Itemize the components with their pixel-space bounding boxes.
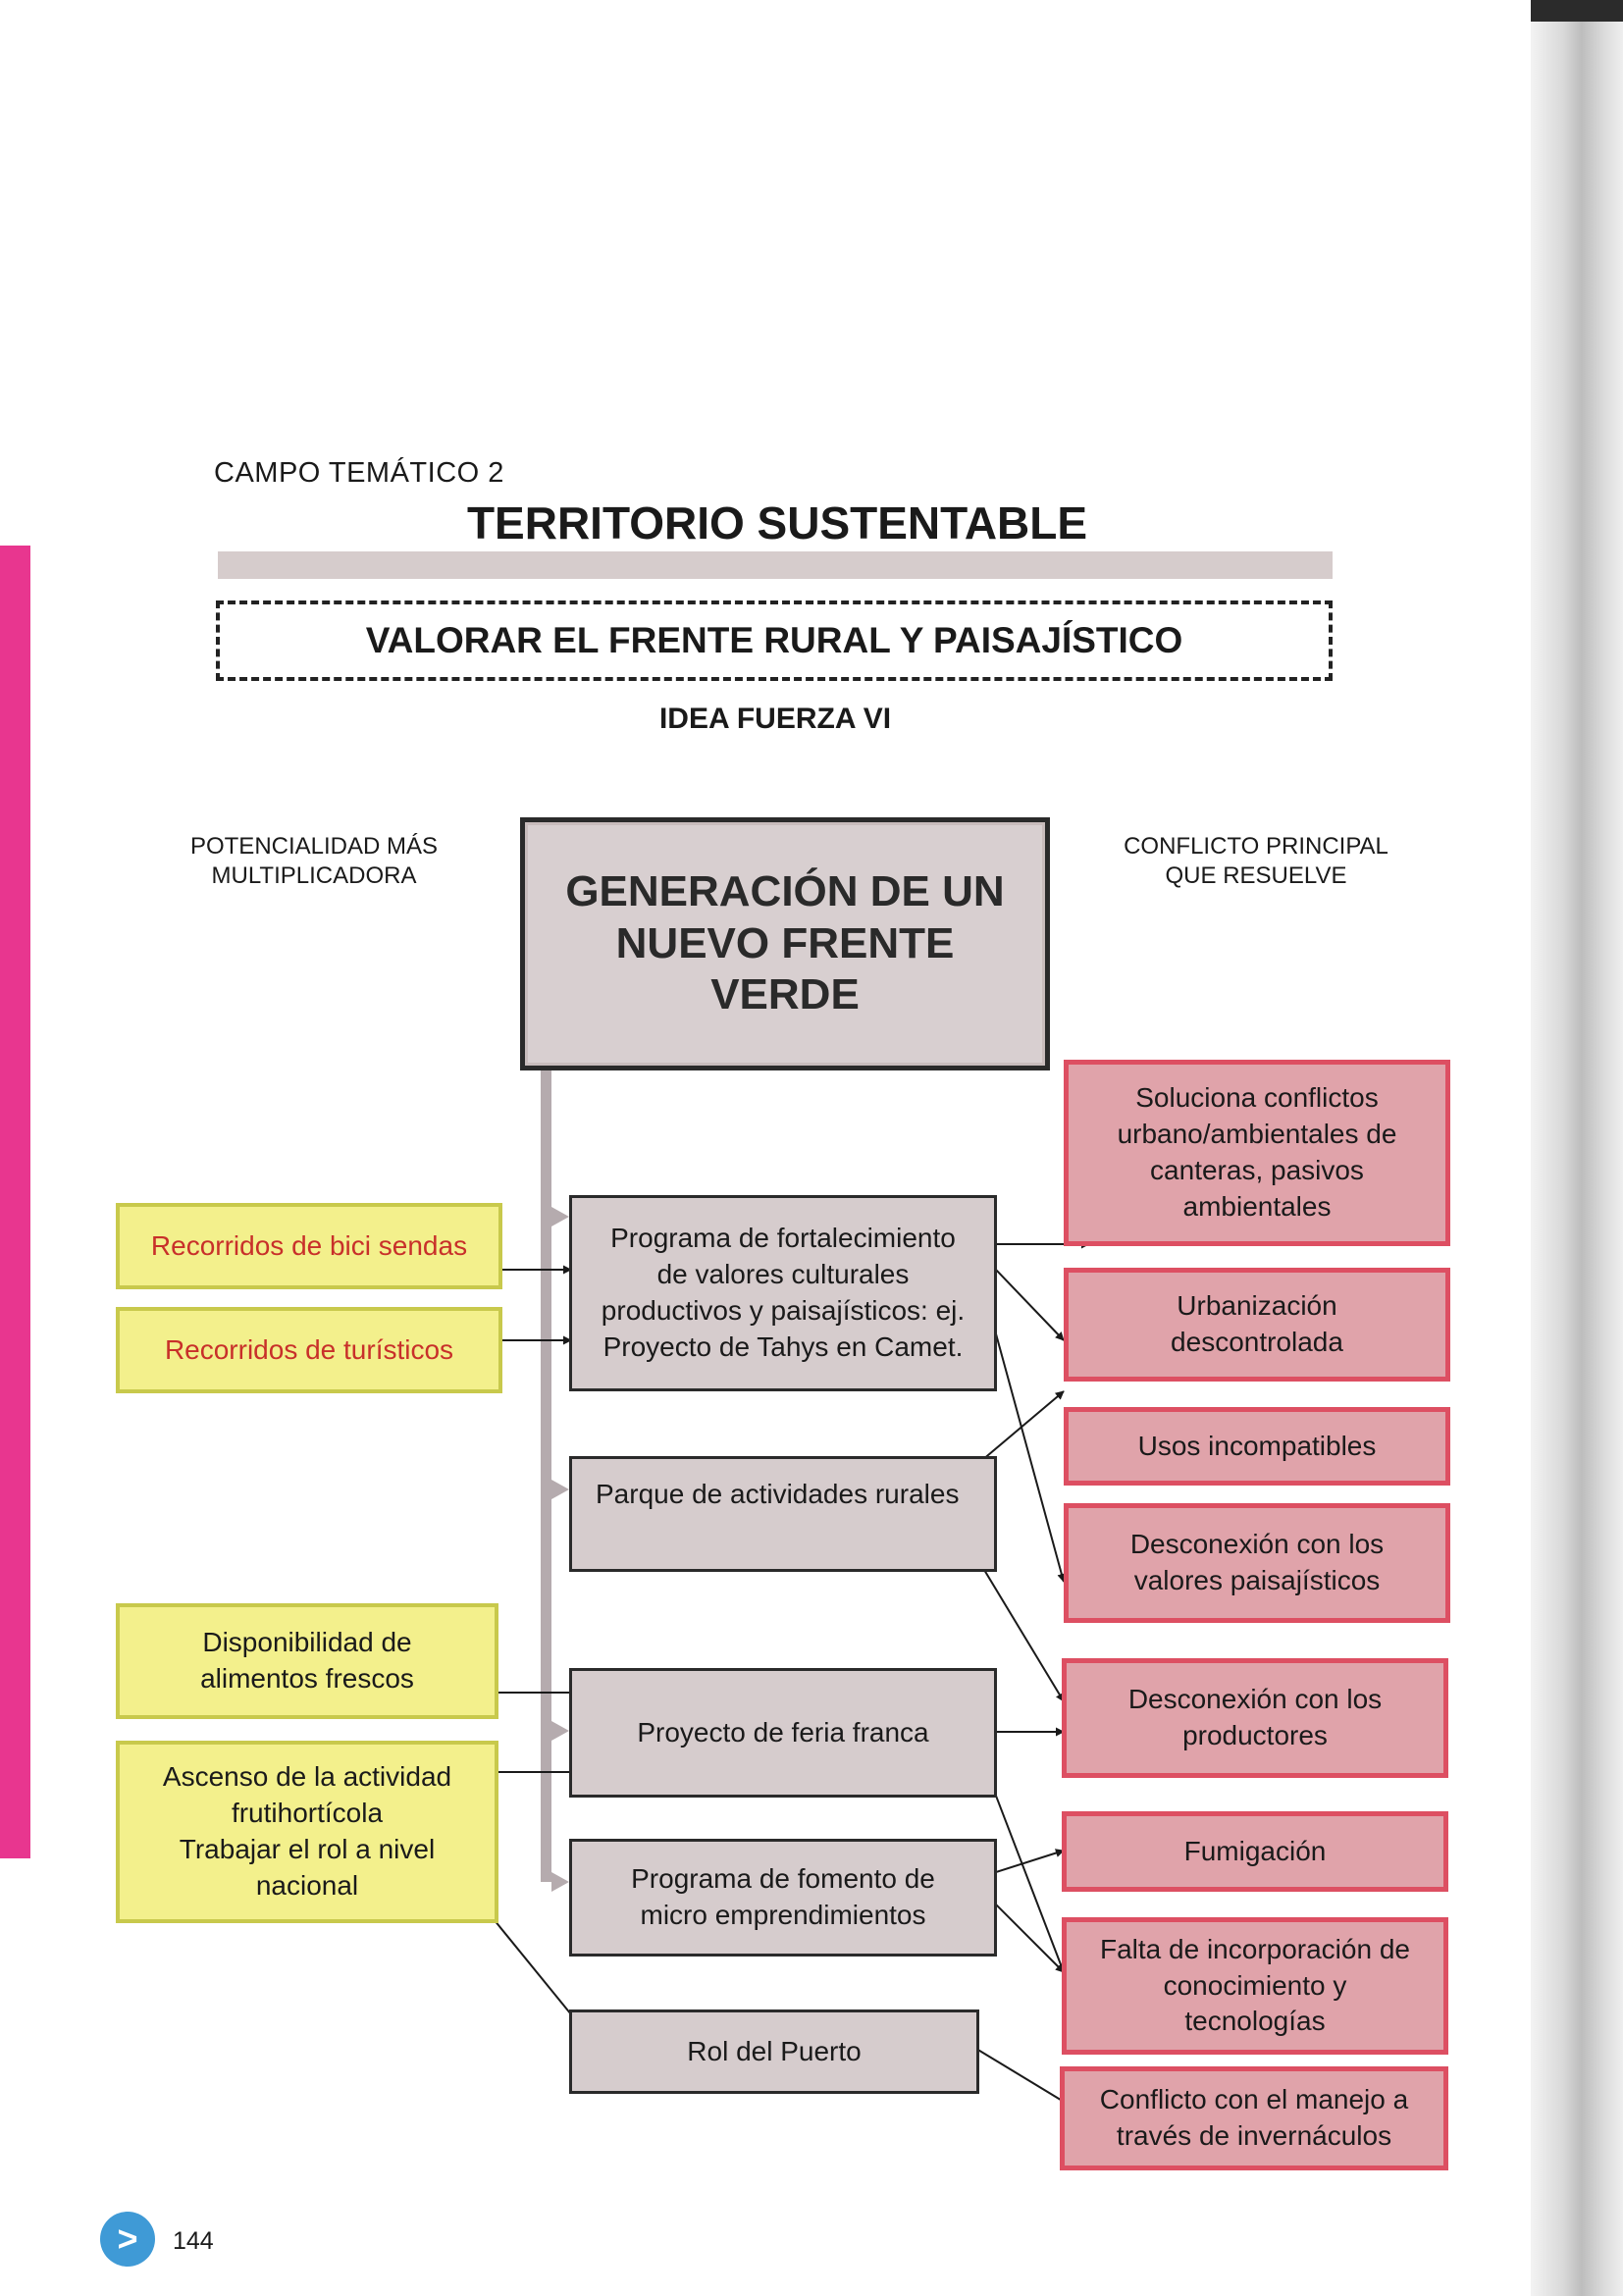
conflicto-box — [1060, 2066, 1448, 2170]
campo-label: CAMPO TEMÁTICO 2 — [214, 457, 504, 489]
conflicto-box — [1064, 1407, 1450, 1486]
potencialidad-line: Ascenso de la actividad — [162, 1761, 452, 1793]
conflicto-line: Falta de incorporación de — [1100, 1933, 1410, 1964]
conflicto-line: Desconexión con los — [1129, 1529, 1385, 1560]
programa-line: Rol del Puerto — [687, 2035, 862, 2066]
potencialidad-box — [116, 1741, 498, 1923]
conflicto-line: través de invernáculos — [1116, 2120, 1392, 2151]
conflicto-line: Conflicto con el manejo a — [1099, 2084, 1409, 2115]
potencialidad-line: Trabajar el rol a nivel — [179, 1834, 436, 1864]
conflicto-line: Fumigación — [1183, 1835, 1327, 1866]
conflicto-line: ambientales — [1182, 1190, 1332, 1222]
potencialidad-box — [116, 1307, 502, 1393]
programa-line: Programa de fomento de — [631, 1863, 935, 1895]
programa-line: micro emprendimientos — [640, 1900, 926, 1930]
programa-box — [569, 1456, 997, 1572]
conflicto-line: Urbanización — [1177, 1290, 1337, 1322]
trunk-branches — [551, 1207, 569, 1892]
programa-line: Parque de actividades rurales — [596, 1479, 960, 1509]
left-label-line: POTENCIALIDAD MÁS — [189, 833, 439, 860]
central-idea-line: VERDE — [710, 970, 860, 1019]
conflicto-line: Usos incompatibles — [1137, 1430, 1377, 1461]
conflicto-box — [1062, 1917, 1448, 2055]
conflicto-box — [1062, 1811, 1448, 1892]
potencialidad-line: Recorridos de bici sendas — [150, 1229, 468, 1261]
central-idea-line: NUEVO FRENTE — [615, 918, 955, 967]
left-label-line: MULTIPLICADORA — [211, 862, 417, 889]
conflicto-line: Soluciona conflictos — [1135, 1082, 1379, 1114]
programa-box — [569, 1195, 997, 1391]
conflicto-line: tecnologías — [1184, 2006, 1326, 2037]
potencialidad-line: Disponibilidad de — [202, 1627, 412, 1658]
potencialidad-box — [116, 1603, 498, 1719]
potencialidad-line: nacional — [255, 1869, 359, 1901]
conflicto-box — [1064, 1060, 1450, 1246]
programa-box — [569, 1839, 997, 1957]
right-label-line: CONFLICTO PRINCIPAL — [1124, 833, 1388, 860]
page-title: TERRITORIO SUSTENTABLE — [466, 497, 1088, 548]
programa-line: de valores culturales — [656, 1259, 910, 1290]
conflicto-line: Desconexión con los — [1127, 1684, 1383, 1715]
page-number: 144 — [173, 2227, 214, 2255]
conflicto-box — [1062, 1658, 1448, 1778]
programa-box — [569, 1668, 997, 1798]
conflicto-box — [1064, 1268, 1450, 1382]
conflicto-box — [1064, 1503, 1450, 1623]
conflicto-line: urbano/ambientales de — [1117, 1119, 1397, 1150]
conflicto-line: conocimiento y — [1163, 1969, 1347, 2001]
central-idea-box — [520, 817, 1050, 1070]
programa-line: Proyecto de feria franca — [637, 1716, 929, 1748]
conflicto-line: valores paisajísticos — [1133, 1565, 1381, 1595]
programa-box — [569, 2009, 979, 2094]
conflicto-line: productores — [1182, 1720, 1328, 1750]
potencialidad-box — [116, 1203, 502, 1289]
programa-line: Programa de fortalecimiento — [610, 1223, 956, 1254]
central-idea-line: GENERACIÓN DE UN — [565, 866, 1005, 915]
subtitle-text: VALORAR EL FRENTE RURAL Y PAISAJÍSTICO — [365, 620, 1183, 660]
programa-line: productivos y paisajísticos: ej. — [601, 1295, 966, 1326]
conflicto-line: descontrolada — [1171, 1327, 1343, 1357]
potencialidad-line: frutihortícola — [231, 1798, 384, 1829]
programa-line: Proyecto de Tahys en Camet. — [602, 1331, 964, 1362]
trunk-line — [541, 1070, 551, 1882]
potencialidad-line: alimentos frescos — [200, 1663, 414, 1694]
next-page-icon[interactable]: > — [100, 2212, 155, 2267]
potencialidad-line: Recorridos de turísticos — [164, 1333, 454, 1365]
idea-fuerza-label: IDEA FUERZA VI — [658, 703, 892, 735]
right-label-line: QUE RESUELVE — [1165, 862, 1347, 889]
conflicto-line: canteras, pasivos — [1150, 1155, 1364, 1185]
